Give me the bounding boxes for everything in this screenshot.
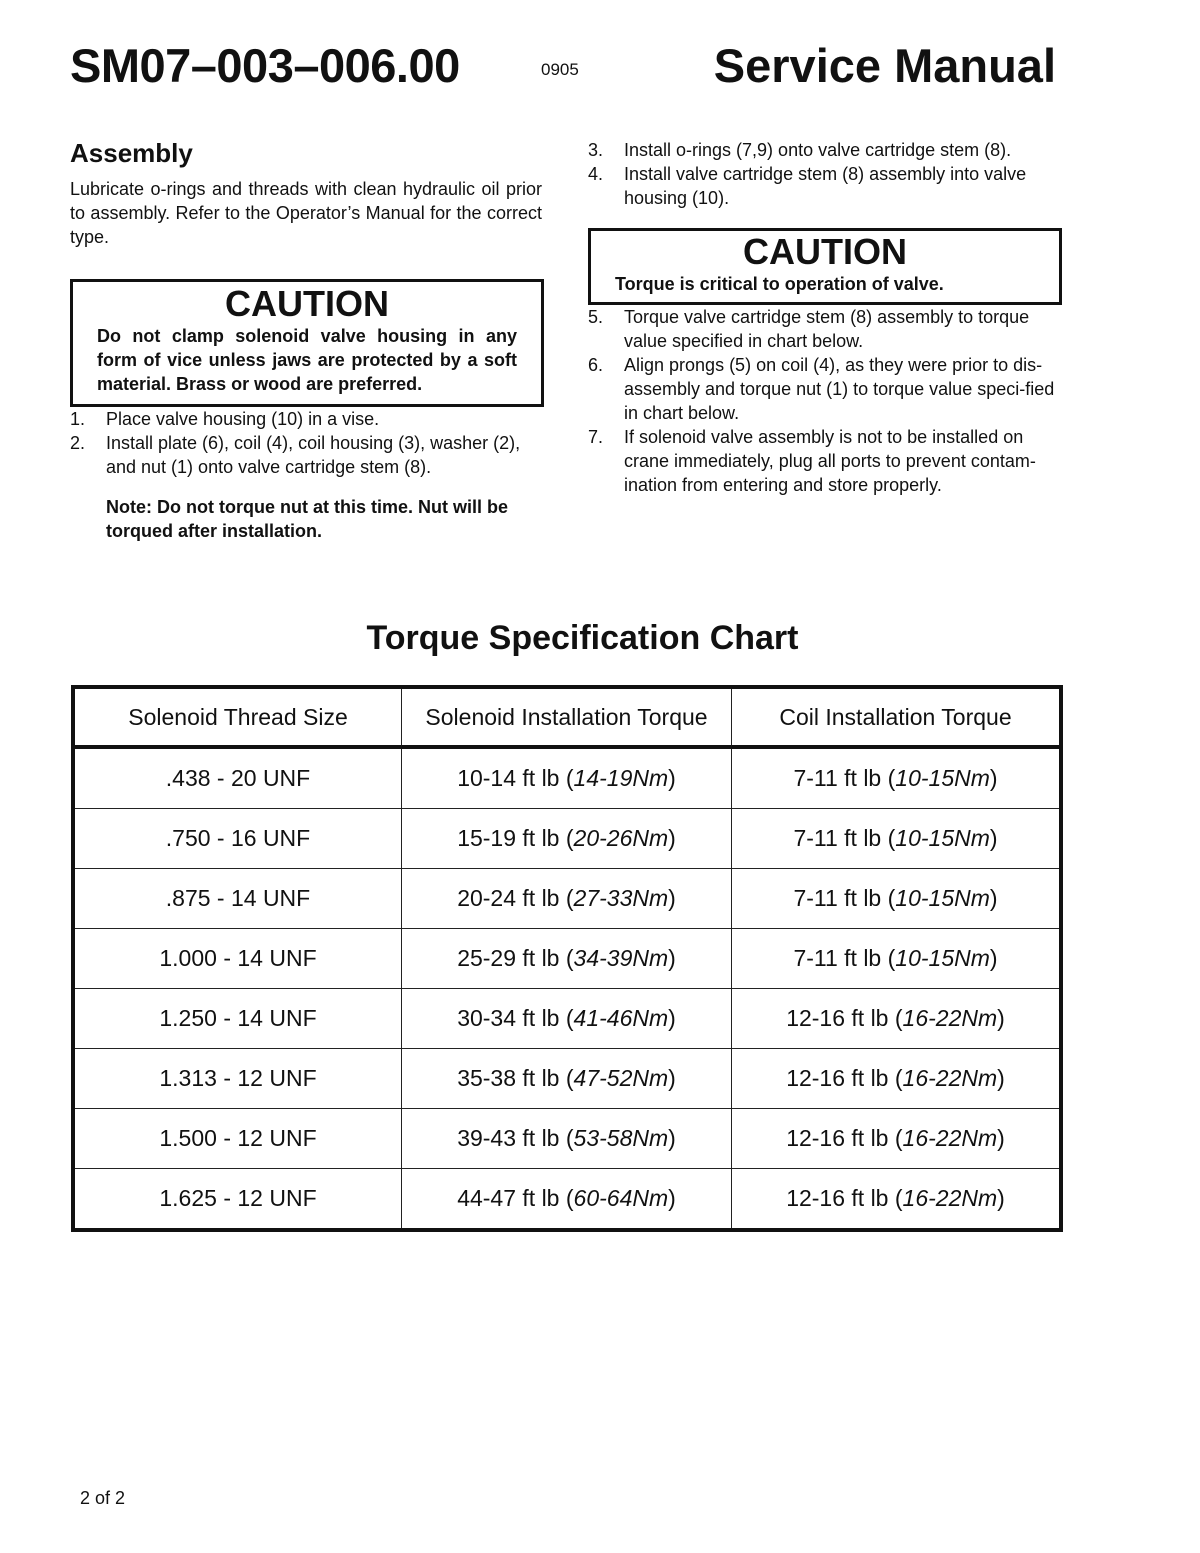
close-paren: ) (997, 1185, 1005, 1211)
list-item (588, 305, 1060, 353)
column-header-solenoid-torque: Solenoid Installation Torque (402, 687, 732, 747)
torque-nm: 16-22Nm (902, 1065, 998, 1091)
torque-ftlb: 12-16 ft lb ( (786, 1125, 903, 1151)
step-number: 3. (588, 140, 604, 160)
close-paren: ) (668, 885, 676, 911)
table-body (73, 747, 1061, 1230)
caution-title: CAUTION (225, 283, 389, 324)
torque-nm: 10-15Nm (895, 885, 990, 911)
torque-ftlb: 12-16 ft lb ( (786, 1185, 903, 1211)
step-text: If solenoid valve assembly is not to be installed on crane immediately, plug all ports to prevent contam-ination from entering and store properly. (624, 427, 1036, 495)
step-text: Install plate (6), coil (4), coil housing (3), washer (2), and nut (1) onto valve cartridge stem (8). (106, 433, 521, 477)
thread-size-cell: .438 - 20 UNF (73, 747, 402, 809)
close-paren: ) (997, 1005, 1005, 1031)
table-header-row (73, 687, 1061, 747)
torque-nm: 34-39Nm (573, 945, 669, 971)
step-number: 1. (70, 409, 86, 429)
thread-size-cell: 1.000 - 14 UNF (73, 929, 402, 989)
coil-torque-cell (732, 1049, 1062, 1109)
close-paren: ) (668, 1065, 676, 1091)
steps-list (70, 407, 542, 479)
close-paren: ) (989, 945, 998, 971)
caution-box-torque (588, 228, 1062, 305)
right-column (588, 138, 1060, 497)
torque-nm: 27-33Nm (573, 885, 669, 911)
torque-ftlb: 35-38 ft lb ( (457, 1065, 574, 1091)
step-number: 5. (588, 307, 604, 327)
page-number: 2 of 2 (80, 1488, 126, 1508)
coil-torque-cell (732, 1109, 1062, 1169)
torque-ftlb: 15-19 ft lb ( (457, 825, 574, 851)
caution-title: CAUTION (743, 231, 907, 272)
date-code: 0905 (541, 60, 579, 79)
torque-nm: 53-58Nm (573, 1125, 669, 1151)
torque-ftlb: 12-16 ft lb ( (786, 1065, 903, 1091)
thread-size-cell: 1.500 - 12 UNF (73, 1109, 402, 1169)
torque-ftlb: 7-11 ft lb ( (793, 765, 896, 791)
table-row (73, 1169, 1061, 1231)
thread-size-cell: .750 - 16 UNF (73, 809, 402, 869)
list-item (588, 425, 1060, 497)
torque-nm: 16-22Nm (902, 1005, 998, 1031)
torque-nm: 16-22Nm (902, 1125, 998, 1151)
solenoid-torque-cell (402, 1109, 732, 1169)
close-paren: ) (989, 825, 998, 851)
table-row (73, 809, 1061, 869)
solenoid-torque-cell (402, 989, 732, 1049)
coil-torque-cell (732, 747, 1062, 809)
close-paren: ) (989, 765, 998, 791)
column-header-coil-torque: Coil Installation Torque (732, 687, 1062, 747)
step-number: 2. (70, 433, 86, 453)
chart-title: Torque Specification Chart (366, 619, 799, 657)
thread-size-cell: .875 - 14 UNF (73, 869, 402, 929)
thread-size-cell: 1.250 - 14 UNF (73, 989, 402, 1049)
intro-paragraph: Lubricate o-rings and threads with clean hydraulic oil prior to assembly. Refer to the Operator’s Manual for the correct type. (70, 179, 542, 247)
document-type-title: Service Manual (713, 39, 1056, 92)
close-paren: ) (997, 1125, 1005, 1151)
list-item (588, 353, 1060, 425)
thread-size-cell: 1.313 - 12 UNF (73, 1049, 402, 1109)
section-title: Assembly (70, 138, 193, 168)
close-paren: ) (997, 1065, 1005, 1091)
close-paren: ) (668, 825, 676, 851)
solenoid-torque-cell (402, 1169, 732, 1231)
list-item (588, 138, 1060, 162)
caution-box-clamp (70, 279, 544, 407)
torque-nm: 60-64Nm (573, 1185, 669, 1211)
solenoid-torque-cell (402, 929, 732, 989)
torque-ftlb: 10-14 ft lb ( (457, 765, 574, 791)
torque-ftlb: 20-24 ft lb ( (457, 885, 574, 911)
torque-nm: 10-15Nm (895, 945, 990, 971)
solenoid-torque-cell (402, 1049, 732, 1109)
torque-nm: 10-15Nm (895, 765, 990, 791)
list-item (70, 431, 542, 479)
torque-nm: 20-26Nm (573, 825, 669, 851)
torque-nm: 47-52Nm (573, 1065, 669, 1091)
torque-ftlb: 39-43 ft lb ( (457, 1125, 574, 1151)
torque-spec-table (71, 685, 1063, 1232)
table-row (73, 869, 1061, 929)
list-item (588, 162, 1060, 210)
step-number: 7. (588, 427, 604, 447)
caution-text: Torque is critical to operation of valve. (615, 274, 944, 294)
torque-ftlb: 7-11 ft lb ( (793, 945, 896, 971)
coil-torque-cell (732, 1169, 1062, 1231)
list-item (70, 407, 542, 431)
solenoid-torque-cell (402, 809, 732, 869)
thread-size-cell: 1.625 - 12 UNF (73, 1169, 402, 1231)
torque-ftlb: 12-16 ft lb ( (786, 1005, 903, 1031)
torque-nm: 41-46Nm (573, 1005, 669, 1031)
torque-ftlb: 30-34 ft lb ( (457, 1005, 574, 1031)
torque-nm: 16-22Nm (902, 1185, 998, 1211)
coil-torque-cell (732, 989, 1062, 1049)
step-text: Install o-rings (7,9) onto valve cartridge stem (8). (624, 140, 1012, 160)
column-header-thread-size: Solenoid Thread Size (73, 687, 402, 747)
step-number: 4. (588, 164, 604, 184)
step-text: Place valve housing (10) in a vise. (106, 409, 380, 429)
close-paren: ) (668, 945, 676, 971)
steps-list (588, 305, 1060, 497)
torque-ftlb: 25-29 ft lb ( (457, 945, 574, 971)
step-number: 6. (588, 355, 604, 375)
close-paren: ) (668, 1005, 676, 1031)
note-text: Note: Do not torque nut at this time. Nut will be torqued after installation. (106, 497, 508, 541)
close-paren: ) (668, 1185, 676, 1211)
torque-nm: 14-19Nm (573, 765, 669, 791)
coil-torque-cell (732, 809, 1062, 869)
torque-ftlb: 7-11 ft lb ( (793, 825, 896, 851)
table-row (73, 989, 1061, 1049)
table-row (73, 747, 1061, 809)
step-text: Torque valve cartridge stem (8) assembly to torque value specified in chart below. (624, 307, 1030, 351)
close-paren: ) (668, 1125, 676, 1151)
table-row (73, 1109, 1061, 1169)
coil-torque-cell (732, 929, 1062, 989)
table-row (73, 929, 1061, 989)
steps-list (588, 138, 1060, 210)
torque-nm: 10-15Nm (895, 825, 990, 851)
torque-ftlb: 7-11 ft lb ( (793, 885, 896, 911)
step-text: Install valve cartridge stem (8) assembly into valve housing (10). (624, 164, 1027, 208)
close-paren: ) (668, 765, 676, 791)
close-paren: ) (989, 885, 998, 911)
document-number: SM07–003–006.00 (70, 39, 460, 92)
caution-text: Do not clamp solenoid valve housing in any form of vice unless jaws are protected by a soft material. Brass or wood are preferred. (97, 326, 517, 394)
table-row (73, 1049, 1061, 1109)
left-column (70, 137, 542, 543)
step-text: Align prongs (5) on coil (4), as they were prior to dis-assembly and torque nut (1) to torque value speci-fied in chart below. (624, 355, 1055, 423)
solenoid-torque-cell (402, 869, 732, 929)
torque-ftlb: 44-47 ft lb ( (457, 1185, 574, 1211)
coil-torque-cell (732, 869, 1062, 929)
solenoid-torque-cell (402, 747, 732, 809)
